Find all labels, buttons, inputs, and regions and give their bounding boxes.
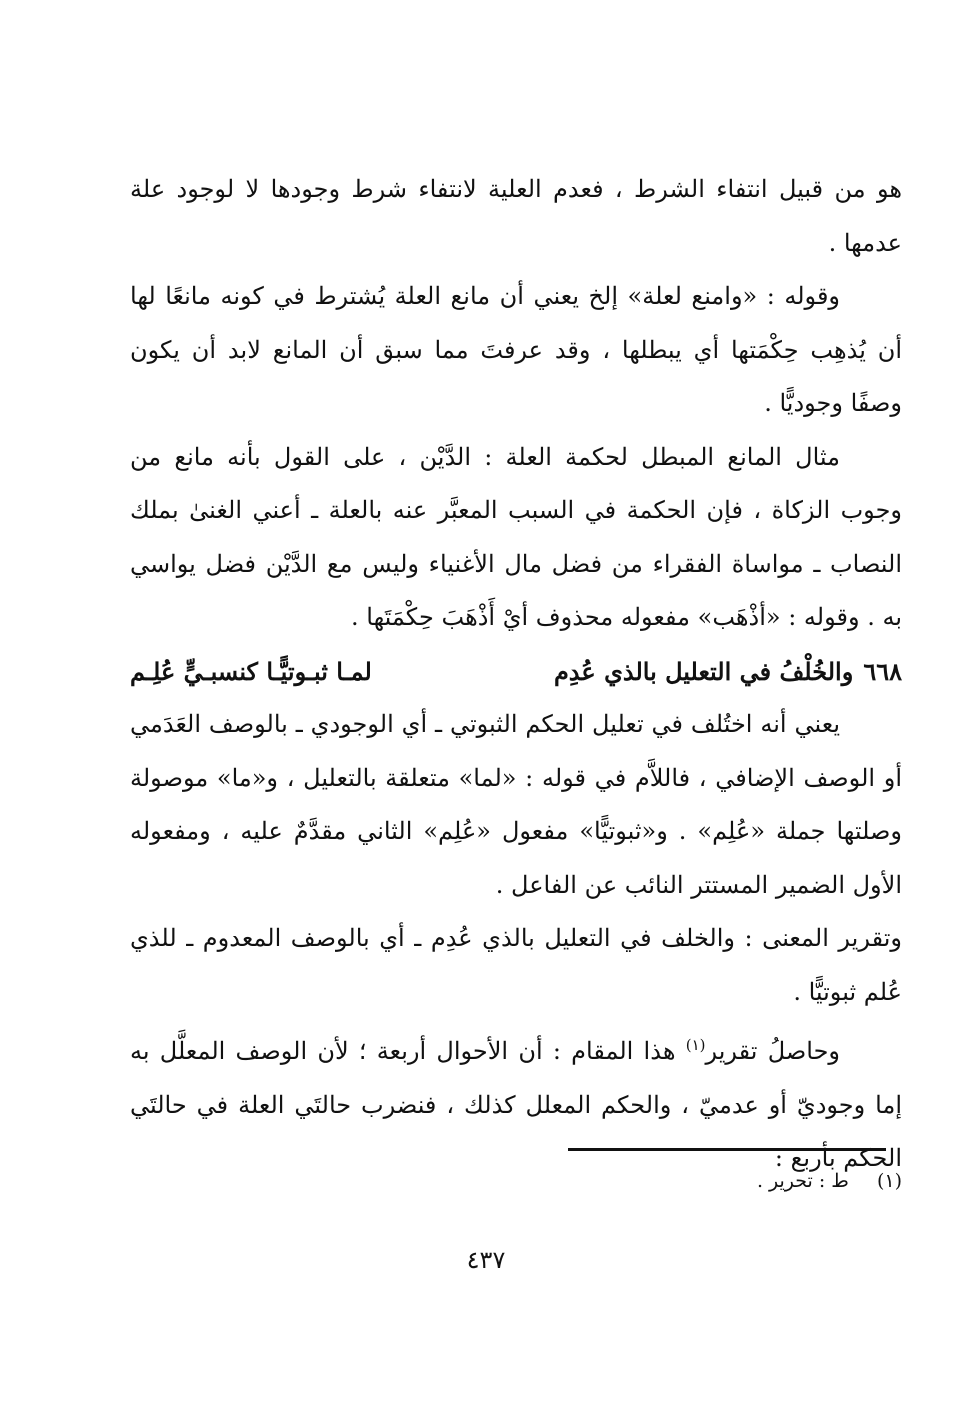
paragraph-6-rest: هذا المقام : أن الأحوال أربعة ؛ لأن الوصف المعلَّل به إما وجوديّ أو عدميّ ، والحكم المعلل كذلك ، فنضرب حالتَي العلة في حالتَي الحكم بأربع :	[130, 1037, 902, 1172]
footnote-separator	[568, 1148, 886, 1151]
paragraph-4: يعني أنه اختُلف في تعليل الحكم الثبوتي ـ أي الوجودي ـ بالوصف العَدَمي أو الوصف الإضافي ، فاللاَّم في قوله : «لما» متعلقة بالتعليل ، و«ما» موصولة وصلتها جملة «عُلِم» . و«ثبوتيًّا» مفعول «عُلِم» الثاني مقدَّمٌ عليه ، ومفعوله الأول الضمير المستتر النائب عن الفاعل .	[130, 710, 902, 899]
main-text-block	[130, 163, 902, 1186]
verse-first-part	[554, 645, 902, 699]
verse-second-hemistich: لمـا ثبـوتيًّـا كنسبـيٍّ عُلِـم	[130, 656, 372, 686]
footnote-text: ط : تحرير .	[756, 1170, 849, 1192]
paragraph-2: وقوله : «وامنع لعلة» إلخ يعني أن مانع العلة يُشترط في كونه مانعًا لها أن يُذهِب حِكْمَتها أي يبطلها ، وقد عرفتَ مما سبق أن المانع لابد أن يكون وصفًا وجوديًّا .	[130, 282, 903, 417]
verse-number: ٦٦٨	[863, 656, 902, 686]
footnote-reference[interactable]: (١)	[685, 1036, 706, 1054]
footnote-number: (١)	[876, 1170, 902, 1192]
paragraph-1: هو من قبيل انتفاء الشرط ، فعدم العلية لانتفاء شرط وجودها لا لوجود علة عدمها .	[130, 175, 902, 257]
page-number: ٤٣٧	[466, 1246, 506, 1274]
verse-line	[130, 645, 902, 699]
verse-first-hemistich: والخُلْفُ في التعليل بالذي عُدِم	[553, 656, 854, 686]
paragraph-6-start: وحاصلُ تقرير	[705, 1037, 841, 1065]
footnote	[757, 1166, 902, 1196]
paragraph-6	[130, 1019, 902, 1186]
paragraph-5: وتقرير المعنى : والخلف في التعليل بالذي عُدِم ـ أي بالوصف المعدوم ـ للذي عُلم ثبوتيًّا .	[130, 924, 902, 1006]
paragraph-3: مثال المانع المبطل لحكمة العلة : الدَّيْن ، على القول بأنه مانع من وجوب الزكاة ، فإن الحكمة في السبب المعبَّر عنه بالعلة ـ أعني الغنىٰ بملك النصاب ـ مواساة الفقراء من فضل مال الأغنياء وليس مع الدَّيْن فضل يواسي به . وقوله : «أذْهَب» مفعوله محذوف أيْ أَذْهَبَ حِكْمَتَها .	[130, 442, 902, 631]
